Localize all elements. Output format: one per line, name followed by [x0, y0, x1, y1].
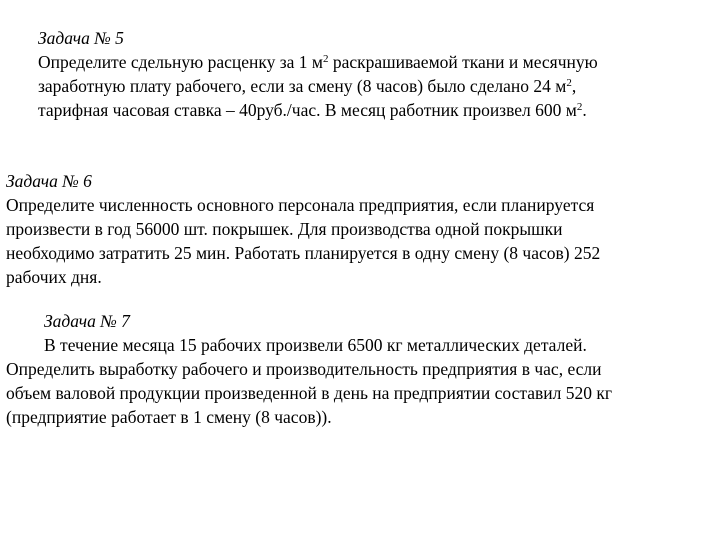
task-7-title: Задача № 7: [44, 311, 130, 331]
task-6-block: [6, 169, 600, 289]
task-7-block: [6, 309, 612, 429]
task-6-line-1: Определите численность основного персонала предприятия, если планируется: [6, 195, 595, 215]
task-6-line-3: необходимо затратить 25 мин. Работать планируется в одну смену (8 часов) 252: [6, 243, 601, 263]
superscript-2: 2: [576, 101, 583, 113]
task-6-line-2: произвести в год 56000 шт. покрышек. Для производства одной покрышки: [6, 219, 563, 239]
superscript-2: 2: [322, 53, 329, 65]
task-7-line-2: Определить выработку рабочего и производительность предприятия в час, если: [6, 359, 602, 379]
task-7-line-1: В течение месяца 15 рабочих произвели 6500 кг металлических деталей.: [44, 335, 587, 355]
task-7-line-4: (предприятие работает в 1 смену (8 часов)).: [6, 407, 332, 427]
task-7-line-3: объем валовой продукции произведенной в день на предприятии составил 520 кг: [6, 383, 613, 403]
task-5-block: [38, 26, 598, 122]
task-6-line-4: рабочих дня.: [6, 267, 102, 287]
task-5-line-3: тарифная часовая ставка – 40руб./час. В месяц работник произвел 600 $м^2$.: [38, 100, 587, 120]
task-5-line-1: Определите сдельную расценку за 1 $м^2$ раскрашиваемой ткани и месячную: [38, 52, 598, 72]
task-5-line-2: заработную плату рабочего, если за смену (8 часов) было сделано 24 $м^2$,: [38, 76, 577, 96]
task-6-title: Задача № 6: [6, 171, 92, 191]
superscript-2: 2: [566, 77, 572, 89]
task-5-title: Задача № 5: [38, 28, 124, 48]
